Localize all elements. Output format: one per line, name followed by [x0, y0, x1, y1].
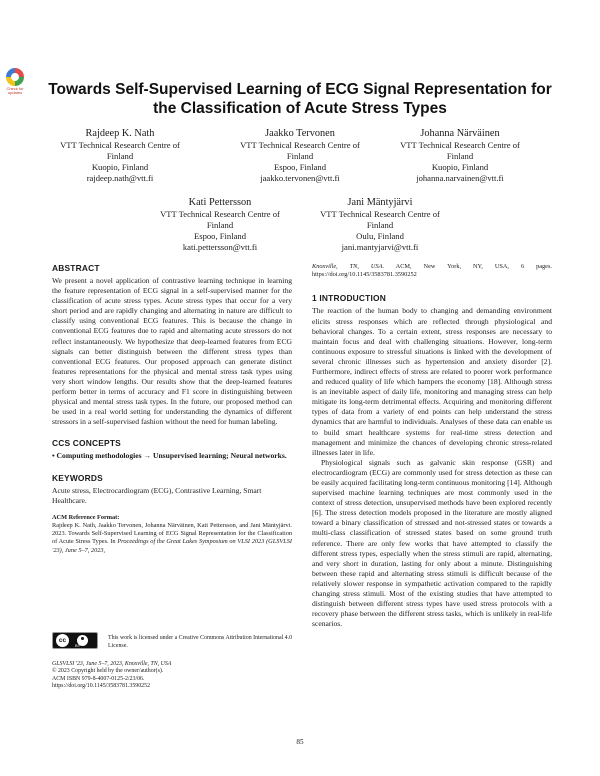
author-block	[380, 127, 540, 184]
author-block	[220, 127, 380, 184]
author-affiliation-country: Finland	[206, 220, 234, 230]
page-number: 85	[296, 738, 304, 746]
author-name: Jaakko Tervonen	[265, 128, 335, 139]
author-city: Espoo, Finland	[273, 162, 327, 172]
author-affiliation: VTT Technical Research Centre of	[240, 140, 360, 150]
author-affiliation-country: Finland	[366, 220, 394, 230]
ccs-heading: CCS CONCEPTS	[52, 438, 121, 449]
author-name: Rajdeep K. Nath	[85, 128, 155, 139]
footer-venue: GLSVLSI '23, June 5–7, 2023, Knoxville, TN, USA	[52, 661, 172, 667]
author-email[interactable]: johanna.narvainen@vtt.fi	[416, 173, 504, 183]
acm-reference-continuation	[312, 263, 552, 279]
author-city: Espoo, Finland	[193, 231, 247, 241]
author-affiliation-country: Finland	[286, 151, 314, 161]
author-affiliation-country: Finland	[446, 151, 474, 161]
author-email[interactable]: jani.mantyjarvi@vtt.fi	[341, 242, 419, 252]
author-affiliation: VTT Technical Research Centre of	[60, 140, 180, 150]
footer-doi-link[interactable]: https://doi.org/10.1145/3583781.3590252	[52, 683, 151, 690]
paper-title: Towards Self-Supervised Learning of ECG Signal Representation for the Classification of Acute Stress Types	[48, 81, 552, 117]
acm-reference-location: Knoxville, TN, USA.	[312, 263, 385, 270]
author-affiliation: VTT Technical Research Centre of	[320, 209, 440, 219]
badge-label: Check for updates	[6, 86, 24, 95]
acm-reference-body: Rajdeep K. Nath, Jaakko Tervonen, Johanna Närväinen, Kati Pettersson, and Jani Mäntyjärvi. 2023. Towards Self-Supervised Learning of ECG Signal Representation for the Classification of Acute Stress Types. In	[52, 521, 292, 546]
cc-by-label: BY	[75, 643, 81, 648]
author-city: Kuopio, Finland	[431, 162, 489, 172]
crossmark-icon	[6, 68, 24, 86]
abstract-text: We present a novel application of contrastive learning technique in learning the feature representation of ECG signal in a self-supervised manner for the classification of acute stress types. Acute stress types that occur for a very short period and are rapidly changing and alternating in nature are difficult to classify using conventional ECG features. This is because the change in conventional ECG features due to rapid and alternating acute stressors do not reflect instantaneously. We hypothesize that deep-learned features from ECG signals can better distinguish between the different stress types than conventional ECG features. Our proposed approach can generate distinct features representations for the physical and mental stress task types using very short window lengths. Our results show that the deep-learned features perform better in terms of accuracy and F1 score in distinguishing between physical and mental stress task types. In the future, our proposed method can be used in a real world setting for understanding the dynamics of different stressors in a self-supervised fashion without the need for human labeling.	[52, 276, 292, 427]
abstract-heading: ABSTRACT	[52, 263, 100, 273]
author-email[interactable]: rajdeep.nath@vtt.fi	[86, 173, 154, 183]
right-column	[312, 263, 552, 629]
keywords-text: Acute stress, Electrocardiogram (ECG), Contrastive Learning, Smart Healthcare.	[52, 485, 262, 505]
introduction-heading: 1 INTRODUCTION	[312, 293, 386, 304]
license-note: This work is licensed under a Creative Commons Attribution International 4.0 License.	[108, 635, 293, 649]
author-name: Kati Pettersson	[188, 197, 252, 208]
author-email[interactable]: kati.pettersson@vtt.fi	[182, 242, 258, 252]
author-affiliation-country: Finland	[106, 151, 134, 161]
left-column	[52, 263, 292, 555]
author-city: Oulu, Finland	[356, 231, 404, 241]
creative-commons-badge[interactable]	[52, 632, 98, 649]
copyright-footer	[52, 661, 302, 691]
author-affiliation: VTT Technical Research Centre of	[160, 209, 280, 219]
author-affiliation: VTT Technical Research Centre of	[400, 140, 520, 150]
footer-isbn: ACM ISBN 979-8-4007-0125-2/23/06.	[52, 675, 145, 682]
ccs-text: • Computing methodologies → Unsupervised learning; Neural networks.	[52, 451, 287, 461]
footer-copyright: © 2023 Copyright held by the owner/author(s).	[52, 668, 164, 675]
author-name: Johanna Närväinen	[420, 128, 500, 139]
acm-reference-venue: Proceedings of the Great Lakes Symposium on VLSI 2023 (GLSVLSI '23), June 5–7, 2023,	[52, 538, 292, 554]
author-city: Kuopio, Finland	[91, 162, 149, 172]
author-name: Jani Mäntyjärvi	[347, 197, 413, 208]
author-email[interactable]: jaakko.tervonen@vtt.fi	[260, 173, 340, 183]
author-block	[300, 196, 460, 253]
intro-paragraph: The reaction of the human body to changing and demanding environment elicits stress responses which are reflected through physiological and behavioral changes. To a certain extent, stress responses are necessary to maintain focus and deal with challenging situations. However, long-term continuous exposure to stressful situations is linked with the development of several chronic illnesses such as hypertension and anxiety disorder [2]. Furthermore, indirect effects of stress are related to poorer work performance and reduced quality of life which hampers the economy [18]. Although stress is an inevitable aspect of daily life, monitoring and managing stress can help mitigate its long-term detrimental effects. Acquiring and monitoring different types of data from a variety of end points can help understand the stress dynamics that are harmful to individuals. Analyses of these data can enable us to build smart healthcare systems for real-time stress detection and management and minimize the chances of developing chronic stress-related illnesses later in life.	[312, 306, 552, 457]
keywords-heading: KEYWORDS	[52, 472, 103, 483]
check-for-updates-badge[interactable]	[4, 68, 26, 96]
cc-icon: cc	[56, 634, 69, 647]
acm-reference-text	[52, 522, 292, 555]
author-block	[140, 196, 300, 253]
acm-reference-heading: ACM Reference Format:	[52, 513, 120, 521]
acm-reference-publisher: ACM, New York, NY, USA, 6 pages. https://doi.org/10.1145/3583781.3590252	[312, 263, 552, 279]
author-block	[40, 127, 200, 184]
intro-paragraph: Physiological signals such as galvanic skin response (GSR) and electrocardiogram (ECG) are commonly used for stress detection as these can be easily acquired facilitating long-term continuous monitoring [14]. Although supervised machine learning techniques are most commonly used in the context of stress detection, unsupervised methods have been explored recently [6]. The stress detection models proposed in the literature are mostly aligned toward a binary classification of stressed and not-stressed states or towards a multi-class classification of stressed states based on some ground truth reference. There are only few works that have attempted to classify the different stress types, especially when the stress stimuli are rapid, alternating, and very short in duration, lasting for only about a minute. Distinguishing between these rapid and alternating stress stimuli is difficult because of the relatively slower response in sympathetic activation compared to the rapidly changing stress stimuli. Most of the existing studies that have attempted to distinguish between different stress types have used stress protocols with a recovery phase between the different stress tasks, which is unlikely in real-life scenarios.	[312, 457, 552, 629]
